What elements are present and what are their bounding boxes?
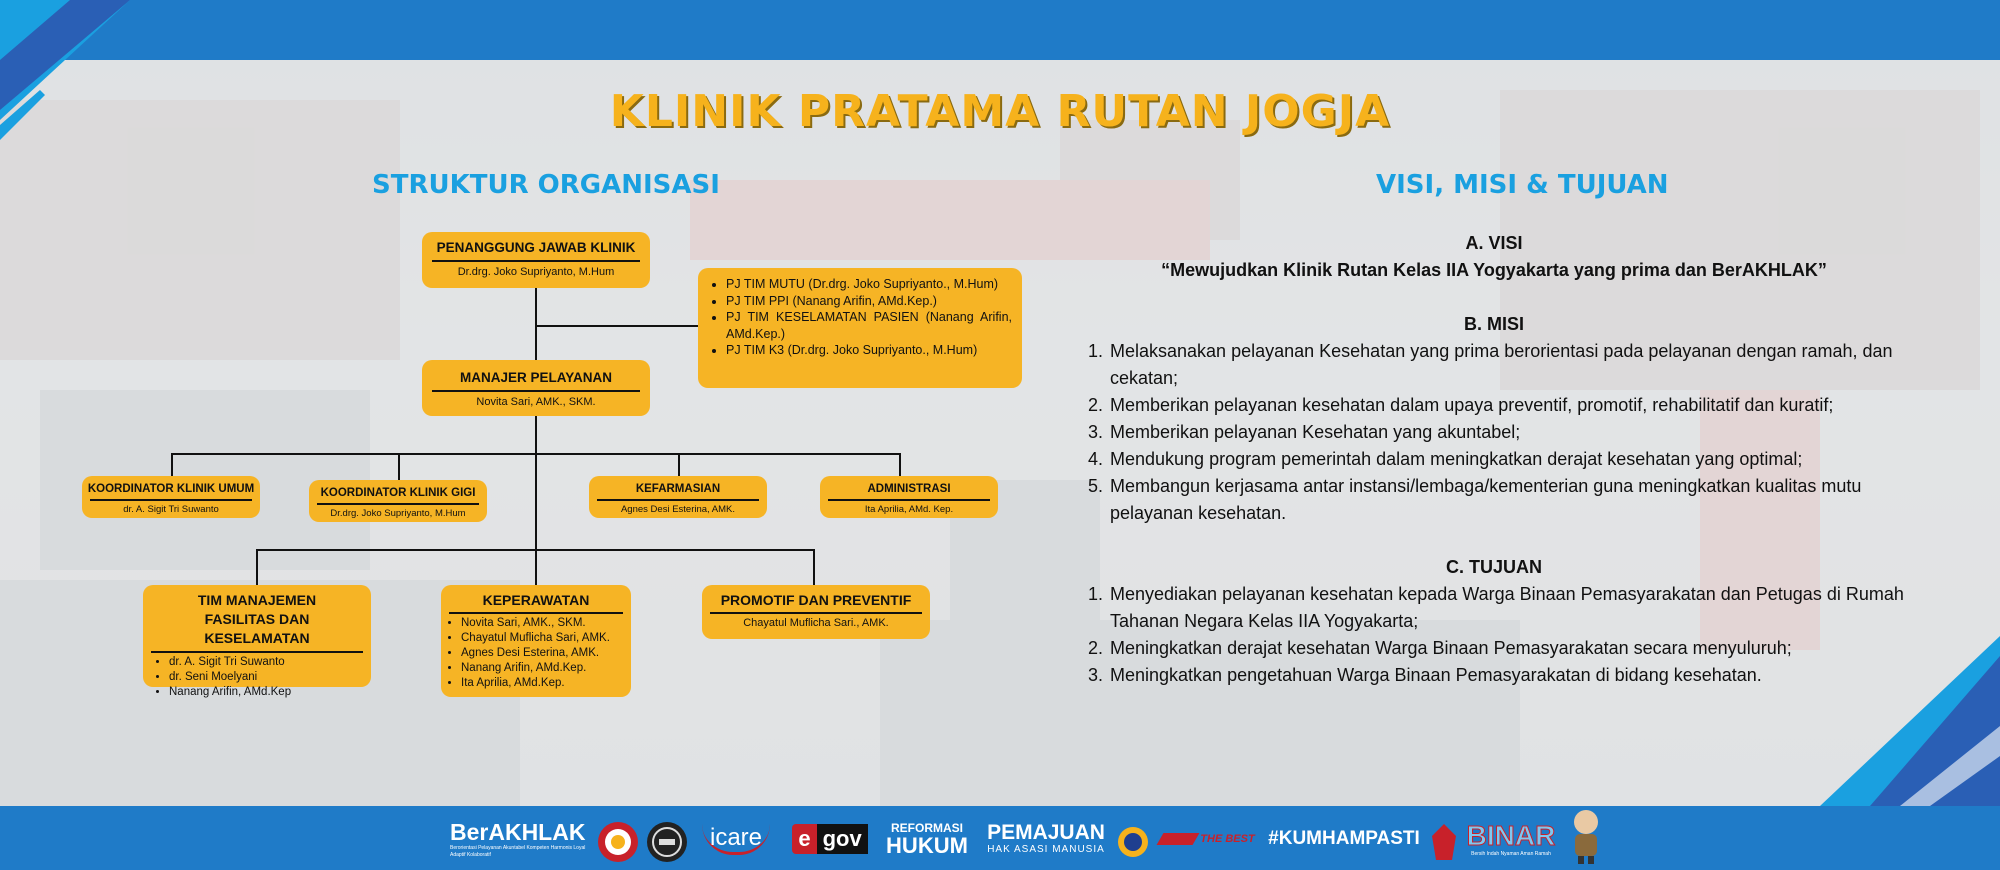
- kemenkumham-emblem-icon: [1117, 826, 1149, 858]
- misi-item: [1088, 419, 1913, 446]
- tujuan-number: 2.: [1088, 638, 1104, 658]
- reformasi-text: REFORMASI: [891, 821, 963, 835]
- team-member: • Novita Sari, AMK., SKM.: [461, 616, 631, 631]
- misi-item: [1088, 392, 1913, 419]
- top-banner: [0, 0, 2000, 60]
- binar-text: BINAR: [1466, 819, 1556, 851]
- org-manager-name: Novita Sari, AMK., SKM.: [476, 396, 596, 408]
- team-member: • Ita Aprilia, AMd.Kep.: [461, 676, 631, 691]
- org-box-pj-teams: [698, 268, 1022, 388]
- misi-item: [1088, 338, 1913, 392]
- egov-text: gov: [817, 824, 868, 854]
- connector: [678, 453, 680, 476]
- team-title: TIM MANAJEMEN FASILITAS DAN KESELAMATAN: [197, 592, 317, 646]
- divider: [317, 503, 479, 505]
- team-title: PROMOTIF DAN PREVENTIF: [720, 592, 912, 608]
- pj-item: • PJ TIM KESELAMATAN PASIEN (Nanang Arifin, AMd.Kep.): [726, 309, 1012, 342]
- divider: [597, 499, 759, 501]
- pemajuan-text: PEMAJUAN: [987, 821, 1105, 844]
- team-member: • dr. Seni Moelyani: [169, 670, 371, 685]
- team-member: • Nanang Arifin, AMd.Kep: [169, 685, 371, 700]
- rutan-emblem-icon: [597, 821, 639, 863]
- org-box-facility-team: [143, 585, 371, 698]
- misi-number: 3.: [1088, 422, 1104, 442]
- divider: [710, 612, 922, 614]
- divider: [151, 651, 363, 653]
- misi-text: Membangun kerjasama antar instansi/lembaga/kementerian guna meningkatkan kualitas mutu pelayanan kesehatan.: [1110, 476, 1862, 523]
- egov-e: e: [792, 824, 816, 854]
- org-head-title: PENANGGUNG JAWAB KLINIK: [436, 240, 636, 255]
- tujuan-list: [1088, 581, 1913, 689]
- icare-text: icare: [702, 824, 770, 855]
- misi-text: Memberikan pelayanan Kesehatan yang akuntabel;: [1110, 422, 1521, 442]
- misi-number: 1.: [1088, 341, 1104, 361]
- coordinator-title: KEFARMASIAN: [635, 483, 721, 495]
- page-title: KLINIK PRATAMA RUTAN JOGJA: [609, 86, 1391, 137]
- tujuan-text: Meningkatkan derajat kesehatan Warga Binaan Pemasyarakatan secara menyuluruh;: [1110, 638, 1792, 658]
- coordinator-title: ADMINISTRASI: [867, 483, 951, 495]
- visi-text: “Mewujudkan Klinik Rutan Kelas IIA Yogyakarta yang prima dan BerAKHLAK”: [1161, 260, 1827, 280]
- tujuan-text: Menyediakan pelayanan kesehatan kepada Warga Binaan Pemasyarakatan dan Petugas di Rumah Tahanan Negara Kelas IIA Yogyakarta;: [1110, 584, 1904, 631]
- tujuan-item: [1088, 581, 1913, 635]
- divider: [828, 499, 990, 501]
- ham-text: HAK ASASI MANUSIA: [987, 844, 1105, 855]
- pj-item: • PJ TIM K3 (Dr.drg. Joko Supriyanto., M.Hum): [726, 342, 1012, 359]
- coordinator-name: Ita Aprilia, AMd. Kep.: [864, 504, 954, 515]
- the-best-logo: [1155, 812, 1260, 866]
- tujuan-number: 1.: [1088, 584, 1104, 604]
- tujuan-text: Meningkatkan pengetahuan Warga Binaan Pemasyarakatan di bidang kesehatan.: [1110, 665, 1762, 685]
- garuda-emblem-icon: [1430, 822, 1458, 862]
- coordinator-name: dr. A. Sigit Tri Suwanto: [123, 504, 219, 515]
- connector: [256, 549, 815, 551]
- icare-logo: [696, 812, 776, 866]
- tujuan-number: 3.: [1088, 665, 1104, 685]
- egov-logo: [786, 812, 874, 866]
- connector: [256, 549, 258, 585]
- reformasi-hukum-logo: [879, 812, 975, 866]
- section-title-vision: VISI, MISI & TUJUAN: [1376, 170, 1669, 200]
- org-box-administration: [820, 476, 998, 518]
- section-title-structure: STRUKTUR ORGANISASI: [372, 170, 720, 200]
- org-box-manager: [422, 360, 650, 416]
- pemajuan-ham-logo: [979, 812, 1113, 866]
- connector: [535, 325, 698, 327]
- connector: [171, 453, 173, 476]
- misi-number: 4.: [1088, 449, 1104, 469]
- mascot-icon: [1566, 808, 1606, 866]
- misi-number: 5.: [1088, 476, 1104, 496]
- org-manager-title: MANAJER PELAYANAN: [459, 370, 613, 385]
- the-best-text: THE BEST: [1200, 833, 1255, 845]
- connector: [171, 453, 901, 455]
- connector: [398, 453, 400, 480]
- divider: [449, 612, 623, 614]
- divider: [432, 260, 640, 262]
- org-box-coordinator-dental: [309, 480, 487, 522]
- connector: [899, 453, 901, 476]
- misi-number: 2.: [1088, 395, 1104, 415]
- pj-item: • PJ TIM MUTU (Dr.drg. Joko Supriyanto., M.Hum): [726, 276, 1012, 293]
- coordinator-name: Agnes Desi Esterina, AMK.: [620, 504, 736, 515]
- tujuan-heading: C. TUJUAN: [1445, 557, 1542, 577]
- tujuan-item: [1088, 662, 1913, 689]
- team-member: • Chayatul Muflicha Sari, AMK.: [461, 631, 631, 646]
- berakhlak-logo: [450, 812, 595, 866]
- misi-list: [1088, 338, 1913, 527]
- kumhampasti-logo: [1262, 812, 1426, 866]
- org-box-head: [422, 232, 650, 288]
- org-box-pharmacy: [589, 476, 767, 518]
- misi-item: [1088, 473, 1913, 527]
- team-member: Chayatul Muflicha Sari., AMK.: [743, 617, 889, 629]
- org-head-name: Dr.drg. Joko Supriyanto, M.Hum: [457, 266, 615, 278]
- org-box-nursing: [441, 585, 631, 697]
- misi-text: Memberikan pelayanan kesehatan dalam upaya preventif, promotif, rehabilitatif dan kuratif;: [1110, 395, 1834, 415]
- misi-text: Melaksanakan pelayanan Kesehatan yang prima berorientasi pada pelayanan dengan ramah, dan cekatan;: [1110, 341, 1893, 388]
- misi-item: [1088, 446, 1913, 473]
- visi-heading: A. VISI: [1465, 233, 1523, 253]
- divider: [90, 499, 252, 501]
- misi-heading: B. MISI: [1463, 314, 1524, 334]
- team-member: • dr. A. Sigit Tri Suwanto: [169, 655, 371, 670]
- divider: [432, 390, 640, 392]
- team-title: KEPERAWATAN: [482, 592, 590, 608]
- coordinator-name: Dr.drg. Joko Supriyanto, M.Hum: [330, 508, 466, 519]
- pj-item: • PJ TIM PPI (Nanang Arifin, AMd.Kep.): [726, 293, 1012, 310]
- binar-logo: [1462, 812, 1560, 866]
- berakhlak-subtext: Berorientasi Pelayanan Akuntabel Kompeten Harmonis Loyal Adaptif Kolaboratif: [450, 845, 586, 858]
- team-member: • Nanang Arifin, AMd.Kep.: [461, 661, 631, 676]
- misi-text: Mendukung program pemerintah dalam meningkatkan derajat kesehatan yang optimal;: [1110, 449, 1803, 469]
- org-box-coordinator-general: [82, 476, 260, 518]
- coordinator-title: KOORDINATOR KLINIK GIGI: [320, 487, 476, 499]
- wbk-emblem-icon: [646, 821, 688, 863]
- hashtag-text: #KUMHAMPASTI: [1268, 828, 1420, 849]
- coordinator-title: KOORDINATOR KLINIK UMUM: [87, 483, 255, 495]
- berakhlak-text: BerAKHLAK: [450, 819, 586, 845]
- hukum-text: HUKUM: [886, 833, 968, 858]
- connector: [813, 549, 815, 585]
- binar-subtext: Bersih Indah Nyaman Aman Ramah: [1471, 850, 1551, 857]
- red-swoosh-icon: [1157, 833, 1200, 845]
- org-box-promotive: [702, 585, 930, 639]
- team-member: • Agnes Desi Esterina, AMK.: [461, 646, 631, 661]
- tujuan-item: [1088, 635, 1913, 662]
